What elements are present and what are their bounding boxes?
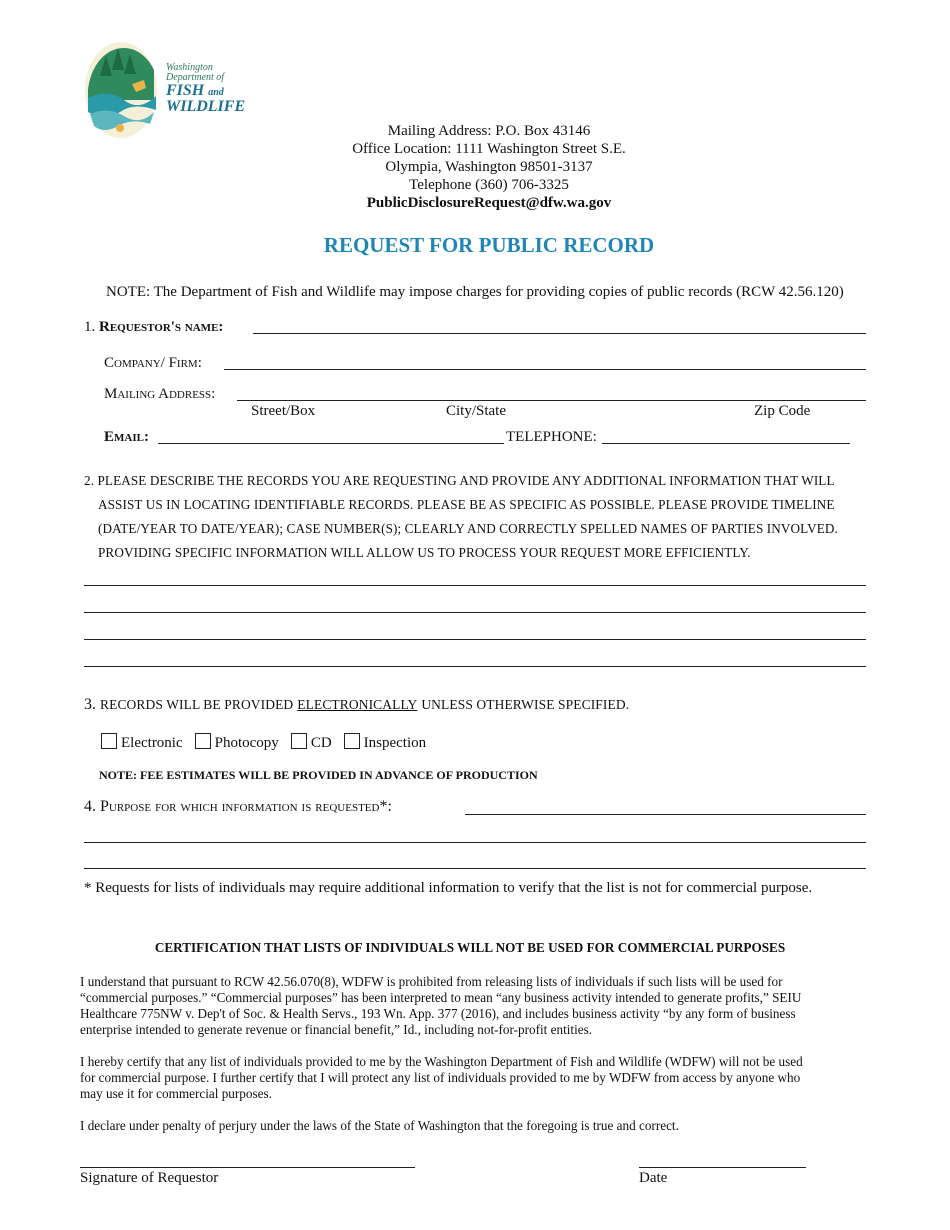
cert-p2-line2: for commercial purpose. I further certify that I will protect any list of individuals provided to me by WDFW from access by anyone who [80, 1070, 801, 1085]
certification-heading: CERTIFICATION THAT LISTS OF INDIVIDUALS WILL NOT BE USED FOR COMMERCIAL PURPOSES [154, 940, 786, 955]
page-title: REQUEST FOR PUBLIC RECORD [323, 233, 655, 257]
purpose-label-text: Purpose for which information is requested*: [100, 798, 392, 815]
date-field[interactable] [639, 1167, 806, 1168]
cert-p1-line3: Healthcare 775NW v. Dep't of Soc. & Health Servs., 193 Wn. App. 377 (2016), and includes business activity “by any form of business [80, 1006, 796, 1021]
section1-number: 1. [84, 319, 96, 335]
address-office: Office Location: 1111 Washington Street S.E. [352, 141, 626, 157]
logo-line-wildlife: WILDLIFE [166, 98, 246, 115]
cert-p1-line4: enterprise intended to generate revenue or financial benefit,” Id., including not-for-profit entities. [80, 1022, 593, 1037]
option-inspection-label: Inspection [363, 735, 427, 751]
company-label: Company/ Firm: [104, 355, 202, 371]
section2-line3: (DATE/YEAR TO DATE/YEAR); CASE NUMBER(S); CLEARLY AND CORRECTLY SPELLED NAMES OF PARTIES INVOLVED. [98, 521, 838, 536]
address-mailing: Mailing Address: P.O. Box 43146 [387, 123, 591, 139]
requestor-name-label [84, 319, 223, 336]
requestor-name-text: Requestor's name: [99, 319, 224, 335]
mailing-address-label: Mailing Address: [104, 386, 216, 402]
cert-p2-line1: I hereby certify that any list of individuals provided to me by the Washington Department of Fish and Wildlife (WDFW) will not be used [80, 1054, 803, 1069]
section3-number: 3. [84, 696, 96, 713]
date-label: Date [639, 1170, 668, 1186]
city-state-caption: City/State [446, 403, 506, 419]
records-description-line-1[interactable] [84, 585, 866, 586]
fee-estimate-note: NOTE: FEE ESTIMATES WILL BE PROVIDED IN ADVANCE OF PRODUCTION [99, 768, 538, 782]
mailing-address-field[interactable] [237, 400, 866, 401]
logo-line-and: and [208, 87, 224, 98]
cert-p1-line2: “commercial purposes.” “Commercial purposes” has been interpreted to mean “any business activity intended to generate profits,” SEIU [80, 990, 802, 1005]
signature-label: Signature of Requestor [80, 1170, 219, 1186]
option-photocopy-label: Photocopy [214, 735, 279, 751]
records-description-line-2[interactable] [84, 612, 866, 613]
delivery-options [101, 733, 434, 752]
company-field[interactable] [224, 369, 866, 370]
charges-note: NOTE: The Department of Fish and Wildlife may impose charges for providing copies of public records (RCW 42.56.120) [106, 284, 844, 300]
photocopy-checkbox[interactable] [195, 733, 211, 749]
logo-line-washington: Washington [166, 62, 213, 73]
purpose-field-line-1[interactable] [465, 814, 866, 815]
section2-line4: PROVIDING SPECIFIC INFORMATION WILL ALLOW US TO PROCESS YOUR REQUEST MORE EFFICIENTLY. [98, 545, 751, 560]
option-electronic-label: Electronic [121, 735, 183, 751]
zip-code-caption: Zip Code [754, 403, 811, 419]
certification-paragraph-1 [80, 974, 870, 1038]
list-footnote: * Requests for lists of individuals may require additional information to verify that the list is not for commercial purpose. [84, 880, 813, 896]
logo-wordmark [166, 63, 245, 115]
purpose-label [84, 798, 392, 816]
logo-line-department: Department of [166, 72, 225, 83]
option-photocopy[interactable] [195, 733, 279, 752]
purpose-field-line-2[interactable] [84, 842, 866, 843]
option-cd[interactable] [291, 733, 332, 752]
section2-line2: ASSIST US IN LOCATING IDENTIFIABLE RECORDS. PLEASE BE AS SPECIFIC AS POSSIBLE. PLEASE PROVIDE TIMELINE [98, 497, 835, 512]
email-field[interactable] [158, 443, 504, 444]
section3-heading [84, 696, 629, 714]
section3-text-underlined: ELECTRONICALLY [297, 697, 418, 712]
cd-checkbox[interactable] [291, 733, 307, 749]
records-description-line-4[interactable] [84, 666, 866, 667]
street-box-caption: Street/Box [251, 403, 316, 419]
section3-text-before: RECORDS WILL BE PROVIDED [100, 697, 294, 712]
address-phone: Telephone (360) 706-3325 [409, 177, 569, 193]
electronic-checkbox[interactable] [101, 733, 117, 749]
logo-line-fish: FISH [166, 82, 205, 99]
cert-p1-line1: I understand that pursuant to RCW 42.56.070(8), WDFW is prohibited from releasing lists of individuals if such lists will be used for [80, 974, 783, 989]
email-label: Email: [104, 429, 149, 445]
records-description-line-3[interactable] [84, 639, 866, 640]
option-inspection[interactable] [344, 733, 426, 752]
telephone-field[interactable] [602, 443, 850, 444]
certification-paragraph-3: I declare under penalty of perjury under the laws of the State of Washington that the foregoing is true and correct. [80, 1118, 679, 1133]
address-email: PublicDisclosureRequest@dfw.wa.gov [366, 195, 612, 211]
section4-number: 4. [84, 798, 96, 815]
purpose-field-line-3[interactable] [84, 868, 866, 869]
section3-text-after: UNLESS OTHERWISE SPECIFIED. [421, 697, 630, 712]
option-cd-label: CD [310, 735, 332, 751]
option-electronic[interactable] [101, 733, 183, 752]
address-city: Olympia, Washington 98501-3137 [385, 159, 593, 175]
inspection-checkbox[interactable] [344, 733, 360, 749]
certification-paragraph-2 [80, 1054, 870, 1102]
signature-field[interactable] [80, 1167, 415, 1168]
cert-p2-line3: may use it for commercial purposes. [80, 1086, 272, 1101]
telephone-label: TELEPHONE: [506, 429, 597, 445]
section2-line1: 2. PLEASE DESCRIBE THE RECORDS YOU ARE REQUESTING AND PROVIDE ANY ADDITIONAL INFORMATION THAT WILL [84, 473, 835, 488]
requestor-name-field[interactable] [253, 333, 866, 334]
